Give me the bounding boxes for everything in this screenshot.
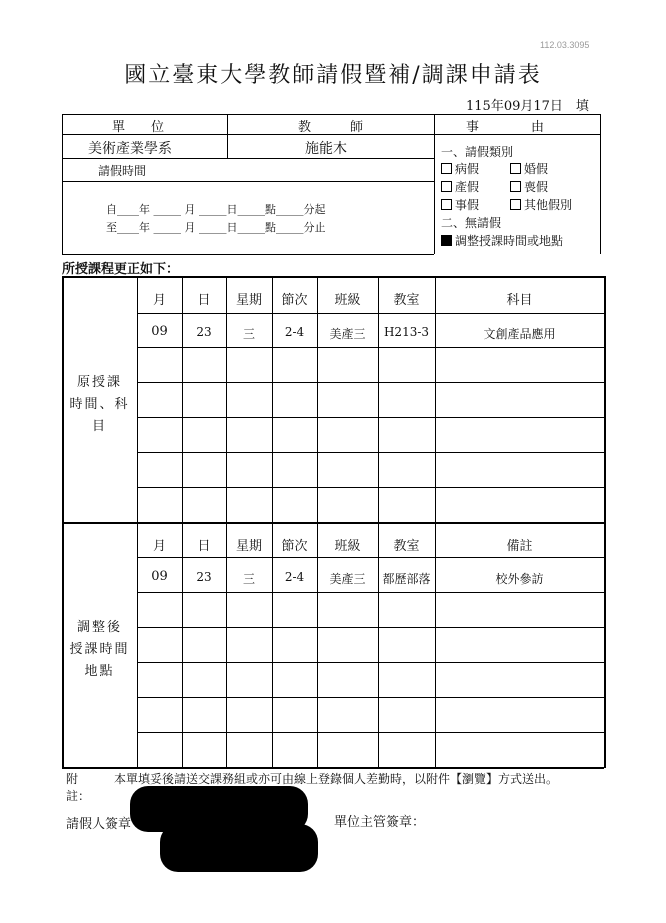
no-leave-heading: 二、無請假 <box>441 216 502 230</box>
leave-time-label: 請假時間 <box>98 164 147 178</box>
original-label-line2: 時間、科 <box>69 397 130 412</box>
adjusted-weekday: 三 <box>242 572 255 586</box>
applicant-sign-label: 請假人簽章 <box>66 817 132 832</box>
redaction-block-2 <box>160 824 318 872</box>
marriage-checkbox[interactable] <box>510 163 521 174</box>
original-label-line3: 目 <box>91 419 107 434</box>
header-subject: 科目 <box>506 293 533 308</box>
adj-header-day: 日 <box>197 539 211 554</box>
header-month: 月 <box>152 293 166 308</box>
header-class: 班級 <box>334 293 361 308</box>
header-day: 日 <box>197 293 211 308</box>
original-class: 美產三 <box>329 327 366 341</box>
original-classroom: H213-3 <box>383 325 430 339</box>
reason-label: 事 由 <box>466 120 545 135</box>
header-classroom: 教室 <box>393 293 420 308</box>
adjusted-label-line2: 授課時間 <box>69 642 130 657</box>
teacher-label: 教 師 <box>298 120 364 135</box>
changes-heading: 所授課程更正如下： <box>62 262 180 277</box>
adj-header-classroom: 教室 <box>393 539 420 554</box>
option-personal[interactable]: 事假 <box>441 196 479 214</box>
document-code: 112.03.3095 <box>540 40 590 50</box>
adjusted-class: 美產三 <box>329 572 366 586</box>
header-period: 節次 <box>281 293 308 308</box>
option-sick[interactable]: 病假 <box>441 160 479 178</box>
adj-header-month: 月 <box>152 539 166 554</box>
personal-checkbox[interactable] <box>441 199 452 210</box>
option-adjust[interactable]: 調整授課時間或地點 <box>441 232 563 250</box>
fill-date: 115年09月17日 填 <box>466 99 589 114</box>
funeral-checkbox[interactable] <box>510 181 521 192</box>
option-marriage[interactable]: 婚假 <box>510 160 548 178</box>
option-other[interactable]: 其他假別 <box>510 196 572 214</box>
leave-to-line: 至____年 _____ 月 _____日_____點_____分止 <box>106 221 326 234</box>
adj-header-class: 班級 <box>334 539 361 554</box>
note-label-2: 註： <box>66 789 91 803</box>
original-label-line1: 原授課 <box>76 375 122 390</box>
original-weekday: 三 <box>242 327 255 341</box>
option-maternity[interactable]: 產假 <box>441 178 479 196</box>
adjusted-period: 2-4 <box>284 570 305 584</box>
unit-label: 單 位 <box>112 120 165 135</box>
adj-header-weekday: 星期 <box>235 539 262 554</box>
adjusted-day: 23 <box>196 570 212 584</box>
leave-from-line: 自____年 _____ 月 _____日_____點_____分起 <box>106 203 326 216</box>
adjusted-label-line1: 調整後 <box>76 620 122 635</box>
leave-category-heading: 一、請假類別 <box>441 145 514 159</box>
other-checkbox[interactable] <box>510 199 521 210</box>
adjusted-month: 09 <box>151 569 168 584</box>
adj-header-period: 節次 <box>281 539 308 554</box>
original-period: 2-4 <box>284 325 305 339</box>
maternity-checkbox[interactable] <box>441 181 452 192</box>
note-label: 附 <box>66 772 79 786</box>
unit-value: 美術產業學系 <box>88 141 172 157</box>
adjusted-classroom: 都歷部落 <box>382 572 431 586</box>
adjusted-remarks: 校外參訪 <box>495 572 544 586</box>
supervisor-sign-label: 單位主管簽章： <box>334 815 426 830</box>
sick-checkbox[interactable] <box>441 163 452 174</box>
header-weekday: 星期 <box>235 293 262 308</box>
original-day: 23 <box>196 325 212 339</box>
teacher-value: 施能木 <box>305 141 347 157</box>
adjust-checkbox-checked[interactable] <box>441 235 452 246</box>
page-title: 國立臺東大學教師請假暨補/調課申請表 <box>124 63 542 88</box>
original-subject: 文創產品應用 <box>483 327 556 341</box>
adjusted-label-line3: 地點 <box>84 664 115 679</box>
note-text: 本單填妥後請送交課務組或亦可由線上登錄個人差勤時，以附件【瀏覽】方式送出。 <box>114 772 559 786</box>
option-funeral[interactable]: 喪假 <box>510 178 548 196</box>
original-month: 09 <box>151 324 168 339</box>
adj-header-remarks: 備註 <box>506 539 533 554</box>
